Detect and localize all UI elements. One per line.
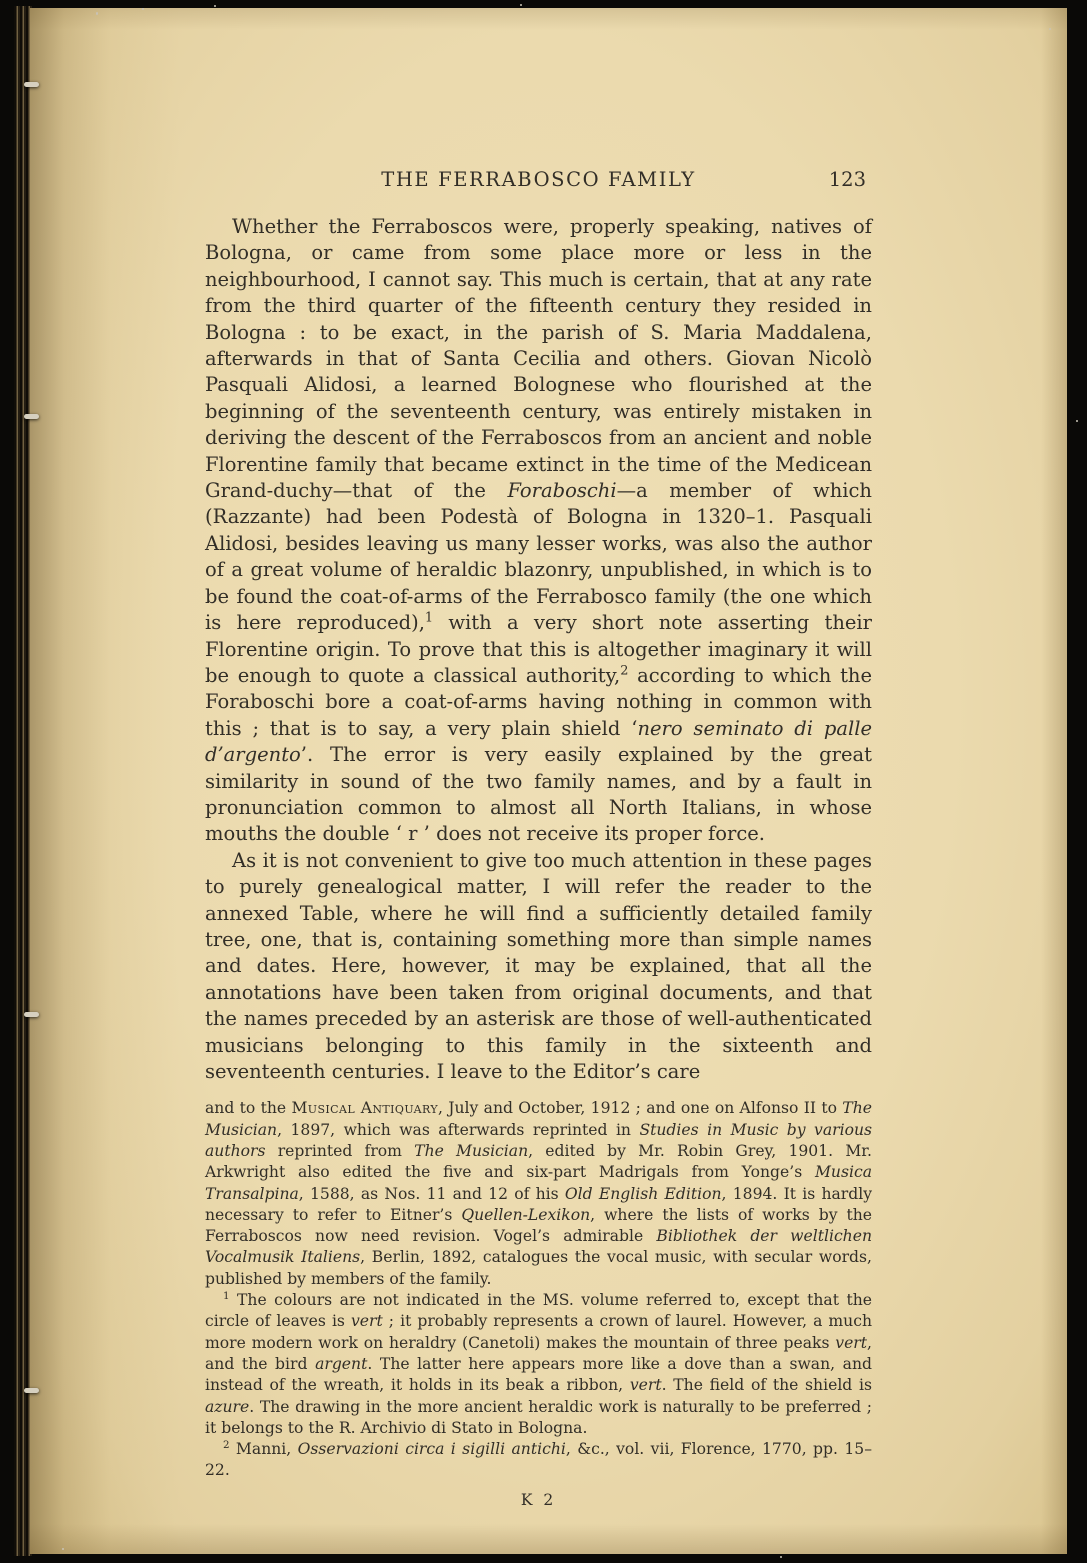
body-text (205, 214, 872, 1085)
text-segment: argent (315, 1354, 368, 1373)
text-segment: , where the lists of works by the Ferraboscos now need revision. Vogel’s admirable (205, 1205, 872, 1246)
text-segment: Quellen-Lexikon (461, 1205, 591, 1224)
text-segment: Manni, (229, 1440, 298, 1459)
book-page (30, 8, 1067, 1554)
text-segment: Osservazioni circa i sigilli antichi (297, 1440, 566, 1459)
binding-stitch (24, 1388, 39, 1393)
text-segment: , July and October, 1912 ; and one on Alfonso II to (438, 1099, 843, 1118)
footnote-paragraph (205, 1098, 872, 1290)
text-segment: Whether the Ferraboscos were, properly speaking, natives of Bologna, or came from some place more or less in the neighbourhood, I cannot say. This much is certain, that at any rate from the third quarter of the fifteenth century they resided in Bologna : to be exact, in the parish of S. Maria Maddalena, afterwards in that of Santa Cecilia and others. Giovan Nicolò Pasquali Alidosi, a learned Bolognese who flourished at the beginning of the seventeenth century, was entirely mistaken in deriving the descent of the Ferraboscos from an ancient and noble Florentine family that became extinct in the time of the Medicean Grand-duchy—that of the (205, 215, 872, 503)
text-segment: 1 (424, 610, 434, 626)
page-number: 123 (828, 168, 866, 191)
signature-mark: K 2 (520, 1490, 557, 1509)
text-segment: Musical Antiquary (291, 1099, 438, 1118)
text-segment: As it is not convenient to give too much attention in these pages to purely genealogical matter, I will refer the reader to the annexed Table, where he will find a sufficiently detailed family tree, one, that is, containing something more than simple names and dates. Here, however, it may be explained, that all the annotations have been taken from original documents, and that the names preceded by an asterisk are those of well-authenticated musicians belonging to this family in the sixteenth and seventeenth centuries. I leave to the Editor’s care (205, 848, 872, 1083)
binding-stitch (24, 82, 39, 87)
text-segment: Foraboschi (507, 479, 617, 503)
text-segment: The Musician (205, 1099, 872, 1139)
text-segment: nero seminato di palle d’argento (205, 716, 872, 767)
binding-stitch (24, 1012, 39, 1017)
text-segment: . The latter here appears more like a dove than a swan, and instead of the wreath, it holds in its beak a ribbon, (205, 1354, 873, 1395)
dust-speck (1049, 28, 1051, 30)
text-segment: Bibliothek der weltlichen Vocalmusik Italiens (205, 1227, 872, 1267)
footnotes (205, 1098, 872, 1481)
text-segment: —a member of which (Razzante) had been Podestà of Bologna in 1320–1. Pasquali Alidosi, besides leaving us many lesser works, was also the author of a great volume of heraldic blazonry, unpublished, in which is to be found the coat-of-arms of the Ferrabosco family (the one which is here reproduced), (205, 479, 872, 635)
text-segment: , 1894. It is hardly necessary to refer to Eitner’s (205, 1184, 873, 1224)
text-segment: . The drawing in the more ancient heraldic work is naturally to be preferred ; it belongs to the R. Archivio di Stato in Bologna. (205, 1397, 872, 1437)
text-segment: Studies in Music by various authors (205, 1120, 872, 1160)
text-segment: , edited by Mr. Robin Grey, 1901. Mr. Arkwright also edited the five and six-part Madrigals from Yonge’s (205, 1142, 872, 1182)
text-segment: 1 (223, 1289, 230, 1302)
text-segment: Musica Transalpina (205, 1163, 872, 1203)
body-paragraph (205, 214, 872, 848)
text-segment: , &c., vol. vii, Florence, 1770, pp. 15–22. (205, 1440, 872, 1480)
footnote-paragraph (205, 1290, 872, 1439)
dust-speck (142, 8, 144, 10)
text-segment: . The field of the shield is (661, 1376, 872, 1395)
text-segment: 2 (620, 663, 629, 679)
text-segment: ’. The error is very easily explained by the great similarity in sound of the two family names, and by a fault in pronunciation common to almost all North Italians, in whose mouths the double ‘ r ’ does not receive its proper force. (205, 743, 872, 846)
text-segment: 2 (223, 1438, 230, 1451)
text-segment: vert (835, 1333, 868, 1352)
dust-speck (1076, 420, 1078, 422)
dust-speck (96, 12, 98, 15)
text-segment: with a very short note asserting their Florentine origin. To prove that this is altogether imaginary it will be enough to quote a classical authority, (205, 611, 872, 687)
text-segment: according to which the Foraboschi bore a coat-of-arms having nothing in common with this ; that is to say, a very plain shield ‘ (205, 663, 872, 740)
text-segment: ; it probably represents a crown of laurel. However, a much more modern work on heraldry (Canetoli) makes the mountain of three peaks (205, 1312, 873, 1352)
text-segment: , and the bird (205, 1333, 872, 1373)
binding-stitch (24, 414, 39, 419)
text-segment: reprinted from (265, 1142, 415, 1160)
text-segment: , 1897, which was afterwards reprinted in (277, 1120, 640, 1139)
page-header (205, 168, 872, 196)
dust-speck (62, 1548, 64, 1550)
text-segment: Old English Edition (564, 1184, 722, 1203)
text-segment: , 1588, as Nos. 11 and 12 of his (298, 1184, 565, 1203)
footnote-paragraph (205, 1439, 872, 1482)
text-segment: vert (350, 1312, 383, 1331)
text-segment: The colours are not indicated in the MS. volume referred to, except that the circle of leaves is (205, 1291, 872, 1331)
text-segment: and to the (205, 1099, 292, 1118)
text-segment: The Musician (414, 1142, 529, 1160)
page-content (205, 8, 872, 1509)
running-title: THE FERRABOSCO FAMILY (381, 168, 696, 191)
dust-speck (780, 1556, 782, 1558)
text-segment: azure (205, 1397, 250, 1416)
dust-speck (214, 5, 216, 7)
text-segment: , Berlin, 1892, catalogues the vocal music, with secular words, published by members of the family. (205, 1248, 872, 1288)
dust-speck (520, 4, 522, 6)
text-segment: vert (629, 1376, 662, 1395)
body-paragraph (205, 848, 872, 1086)
